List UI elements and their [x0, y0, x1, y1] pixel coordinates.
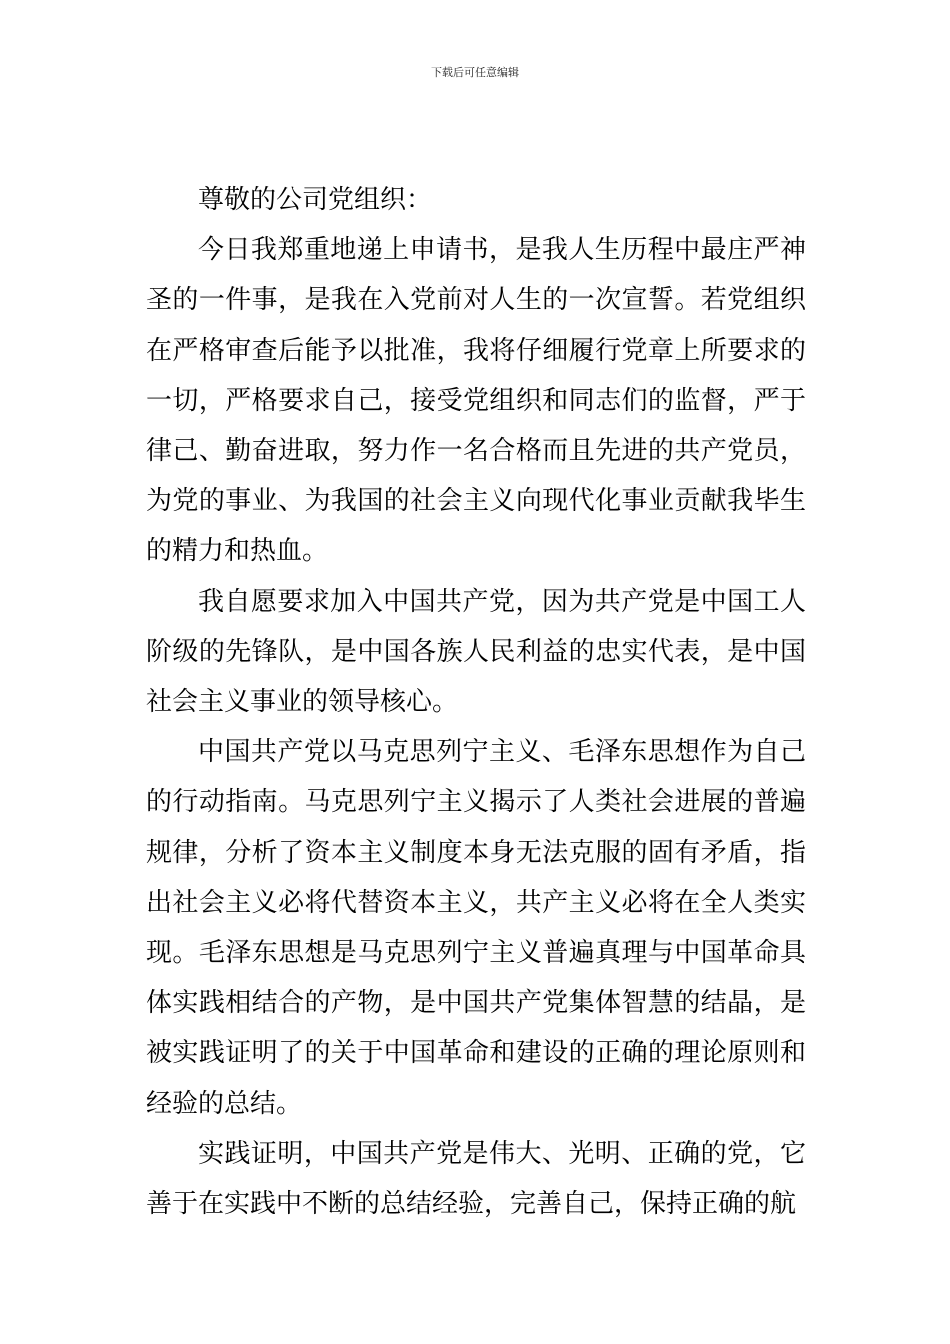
paragraph-3: 中国共产党以马克思列宁主义、毛泽东思想作为自己的行动指南。马克思列宁主义揭示了人类社会进展的普遍规律，分析了资本主义制度本身无法克服的固有矛盾，指出社会主义必将代替资本主义，共产主义必将在全人类实现。毛泽东思想是马克思列宁主义普遍真理与中国革命具体实践相结合的产物，是中国共产党集体智慧的结晶，是被实践证明了的关于中国革命和建设的正确的理论原则和经验的总结。 [146, 737, 806, 1119]
document-body [146, 175, 806, 1229]
paragraph-1: 今日我郑重地递上申请书，是我人生历程中最庄严神圣的一件事，是我在入党前对人生的一次宣誓。若党组织在严格审查后能予以批准，我将仔细履行党章上所要求的一切，严格要求自己，接受党组织和同志们的监督，严于律己、勤奋进取，努力作一名合格而且先进的共产党员，为党的事业、为我国的社会主义向现代化事业贡献我毕生的精力和热血。 [146, 235, 806, 567]
paragraph-2: 我自愿要求加入中国共产党，因为共产党是中国工人阶级的先锋队，是中国各族人民利益的忠实代表，是中国社会主义事业的领导核心。 [146, 586, 806, 718]
paragraph-4: 实践证明，中国共产党是伟大、光明、正确的党，它善于在实践中不断的总结经验，完善自己，保持正确的航 [146, 1138, 806, 1220]
salutation: 尊敬的公司党组织： [198, 185, 433, 215]
page-header-note: 下载后可任意编辑 [431, 66, 519, 79]
